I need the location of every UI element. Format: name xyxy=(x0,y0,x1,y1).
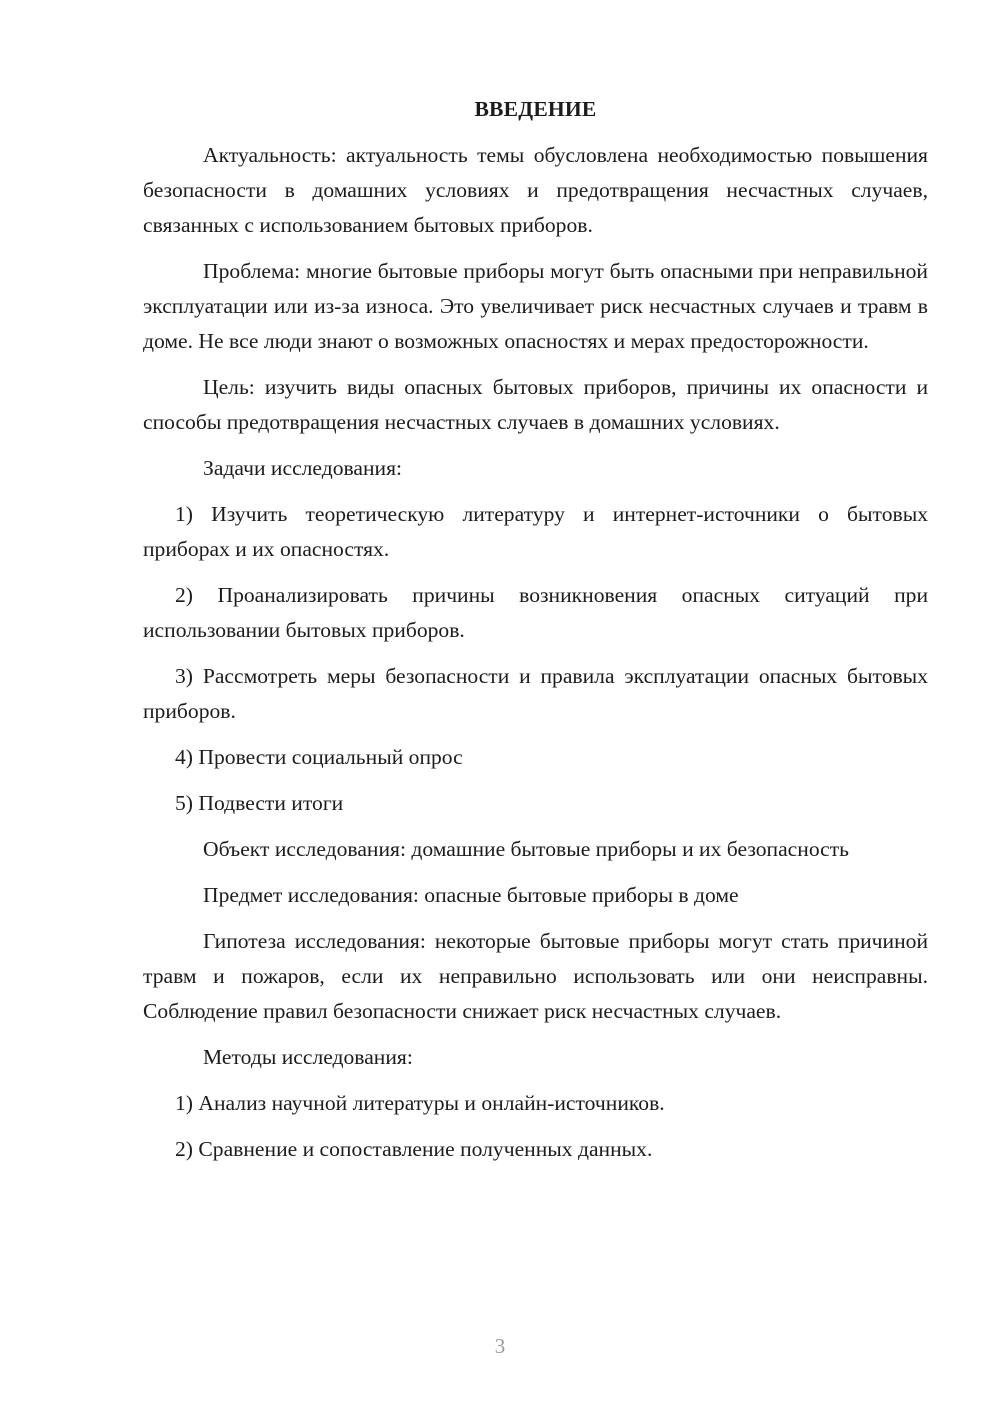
tasks-heading: Задачи исследования: xyxy=(203,456,403,480)
section-title: ВВЕДЕНИЕ xyxy=(474,97,597,121)
problem-paragraph: Проблема: многие бытовые приборы могут быть опасными при неправильной эксплуатации или из-за износа. Это увеличивает риск несчастных случаев и травм в доме. Не все люди знают о возможных опасностях и мерах предосторожности. xyxy=(143,259,928,353)
page-number: 3 xyxy=(494,1334,506,1358)
methods-heading: Методы исследования: xyxy=(203,1045,413,1069)
task-item: 1) Изучить теоретическую литературу и интернет-источники о бытовых приборах и их опасностях. xyxy=(143,502,928,561)
task-item: 5) Подвести итоги xyxy=(175,791,344,815)
task-item: 4) Провести социальный опрос xyxy=(175,745,463,769)
hypothesis-paragraph: Гипотеза исследования: некоторые бытовые приборы могут стать причиной травм и пожаров, если их неправильно использовать или они неисправны. Соблюдение правил безопасности снижает риск несчастных случаев. xyxy=(143,929,928,1023)
document-page xyxy=(143,92,928,1178)
task-item: 2) Проанализировать причины возникновения опасных ситуаций при использовании бытовых приборов. xyxy=(143,583,928,642)
task-item: 3) Рассмотреть меры безопасности и правила эксплуатации опасных бытовых приборов. xyxy=(143,664,928,723)
method-item: 2) Сравнение и сопоставление полученных данных. xyxy=(175,1137,653,1161)
method-item: 1) Анализ научной литературы и онлайн-источников. xyxy=(175,1091,665,1115)
goal-paragraph: Цель: изучить виды опасных бытовых приборов, причины их опасности и способы предотвращения несчастных случаев в домашних условиях. xyxy=(143,375,928,434)
relevance-paragraph: Актуальность: актуальность темы обусловлена необходимостью повышения безопасности в домашних условиях и предотвращения несчастных случаев, связанных с использованием бытовых приборов. xyxy=(143,143,928,237)
subject-paragraph: Предмет исследования: опасные бытовые приборы в доме xyxy=(203,883,739,907)
object-paragraph: Объект исследования: домашние бытовые приборы и их безопасность xyxy=(203,837,850,861)
